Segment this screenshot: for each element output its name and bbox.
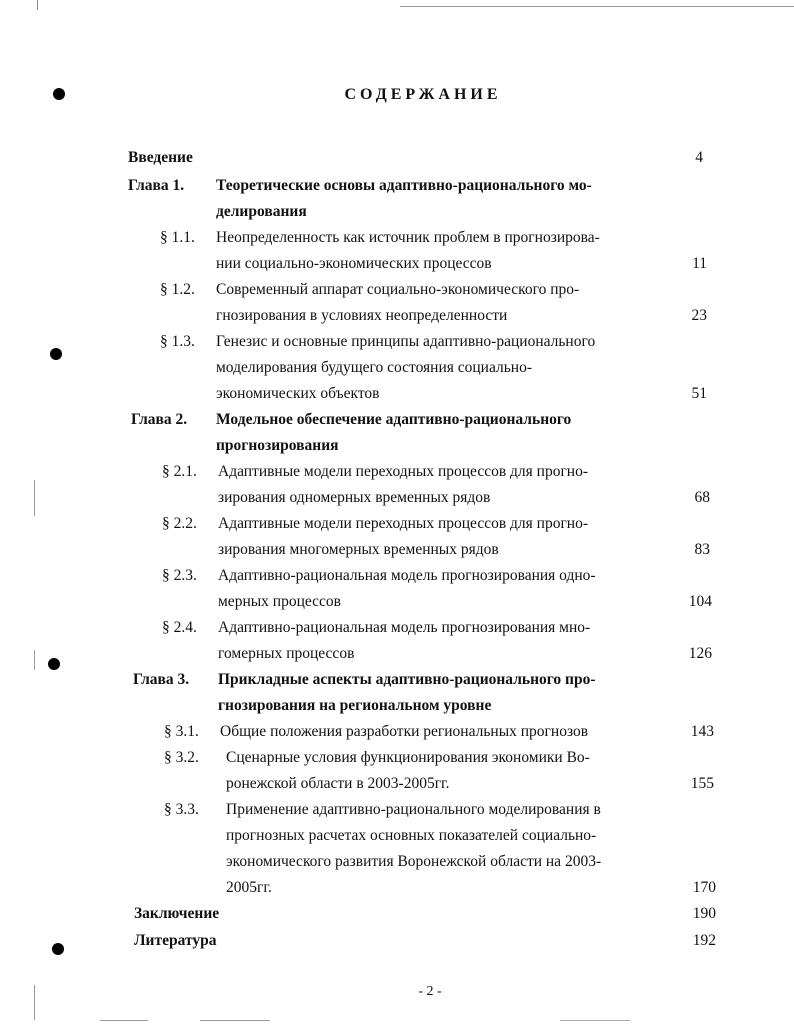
toc-s31-page: 143 bbox=[690, 723, 714, 740]
toc-ch3-title: Прикладные аспекты адаптивно-рационального про- bbox=[218, 671, 596, 688]
toc-s22-title: Адаптивные модели переходных процессов для прогно- bbox=[218, 515, 589, 532]
scan-artifact bbox=[100, 1020, 148, 1021]
page-number: - 2 - bbox=[418, 984, 442, 999]
toc-ch3-title: гнозирования на региональном уровне bbox=[218, 697, 492, 714]
toc-s13-title: экономических объектов bbox=[216, 385, 380, 402]
toc-conclusion-page: 190 bbox=[692, 905, 716, 922]
toc-s33-page: 170 bbox=[692, 879, 716, 896]
toc-s12-title: Современный аппарат социально-экономического про- bbox=[216, 281, 580, 298]
toc-s33-title: 2005гг. bbox=[226, 879, 272, 896]
toc-s32-number: § 3.2. bbox=[164, 749, 199, 766]
punch-hole bbox=[50, 348, 62, 360]
toc-s31-title: Общие положения разработки региональных прогнозов bbox=[220, 723, 589, 740]
toc-s12-title: гнозирования в условиях неопределенности bbox=[216, 307, 508, 324]
toc-ch2-title: прогнозирования bbox=[216, 437, 339, 454]
toc-s22-title: зирования многомерных временных рядов bbox=[218, 541, 499, 558]
toc-s13-title: Генезис и основные принципы адаптивно-рационального bbox=[216, 333, 596, 350]
toc-s23-title: Адаптивно-рациональная модель прогнозирования одно- bbox=[218, 567, 596, 584]
toc-literature-label: Литература bbox=[134, 932, 217, 949]
scan-artifact bbox=[34, 650, 35, 670]
scan-artifact bbox=[34, 480, 35, 516]
scan-artifact bbox=[560, 1020, 630, 1021]
toc-intro-label: Введение bbox=[128, 149, 193, 166]
toc-s12-number: § 1.2. bbox=[160, 281, 195, 298]
toc-s23-title: мерных процессов bbox=[218, 593, 341, 610]
toc-s21-title: Адаптивные модели переходных процессов для прогно- bbox=[218, 463, 589, 480]
toc-s23-number: § 2.3. bbox=[162, 567, 197, 584]
toc-ch3-label: Глава 3. bbox=[133, 671, 190, 688]
toc-s33-title: экономического развития Воронежской области на 2003- bbox=[226, 853, 602, 870]
toc-s24-title: гомерных процессов bbox=[218, 645, 355, 662]
toc-s13-title: моделирования будущего состояния социально- bbox=[216, 359, 533, 376]
toc-s23-page: 104 bbox=[688, 593, 712, 610]
toc-s24-number: § 2.4. bbox=[162, 619, 197, 636]
toc-s33-title: прогнозных расчетах основных показателей социально- bbox=[226, 827, 597, 844]
scan-artifact bbox=[200, 1020, 270, 1021]
toc-s33-title: Применение адаптивно-рационального моделирования в bbox=[226, 801, 601, 818]
toc-s21-page: 68 bbox=[694, 489, 710, 506]
toc-s22-page: 83 bbox=[694, 541, 710, 558]
toc-s33-number: § 3.3. bbox=[164, 801, 199, 818]
toc-s31-number: § 3.1. bbox=[164, 723, 199, 740]
toc-s11-title: Неопределенность как источник проблем в прогнозирова- bbox=[216, 229, 600, 246]
toc-ch1-title: делирования bbox=[216, 203, 307, 220]
toc-s13-page: 51 bbox=[691, 385, 707, 402]
toc-ch1-label: Глава 1. bbox=[128, 177, 185, 194]
toc-s21-number: § 2.1. bbox=[162, 463, 197, 480]
toc-literature-page: 192 bbox=[692, 932, 716, 949]
toc-s13-number: § 1.3. bbox=[160, 333, 195, 350]
toc-s32-title: Сценарные условия функционирования экономики Во- bbox=[226, 749, 590, 766]
toc-s24-page: 126 bbox=[688, 645, 712, 662]
toc-s11-number: § 1.1. bbox=[160, 229, 195, 246]
toc-s12-page: 23 bbox=[691, 307, 707, 324]
scan-artifact bbox=[37, 0, 38, 10]
punch-hole bbox=[52, 943, 64, 955]
toc-s22-number: § 2.2. bbox=[162, 515, 197, 532]
toc-s11-page: 11 bbox=[692, 255, 707, 272]
toc-s32-title: ронежской области в 2003-2005гг. bbox=[226, 775, 450, 792]
punch-hole bbox=[48, 658, 60, 670]
toc-s32-page: 155 bbox=[690, 775, 714, 792]
toc-s21-title: зирования одномерных временных рядов bbox=[218, 489, 491, 506]
scan-artifact bbox=[400, 6, 794, 7]
toc-ch1-title: Теоретические основы адаптивно-рационального мо- bbox=[216, 177, 592, 194]
toc-s24-title: Адаптивно-рациональная модель прогнозирования мно- bbox=[218, 619, 591, 636]
toc-conclusion-label: Заключение bbox=[134, 905, 220, 922]
toc-s11-title: нии социально-экономических процессов bbox=[216, 255, 492, 272]
toc-ch2-label: Глава 2. bbox=[131, 411, 188, 428]
toc-intro-page: 4 bbox=[695, 149, 703, 166]
toc-ch2-title: Модельное обеспечение адаптивно-рационального bbox=[216, 411, 572, 428]
page-title: СОДЕРЖАНИЕ bbox=[344, 86, 502, 103]
